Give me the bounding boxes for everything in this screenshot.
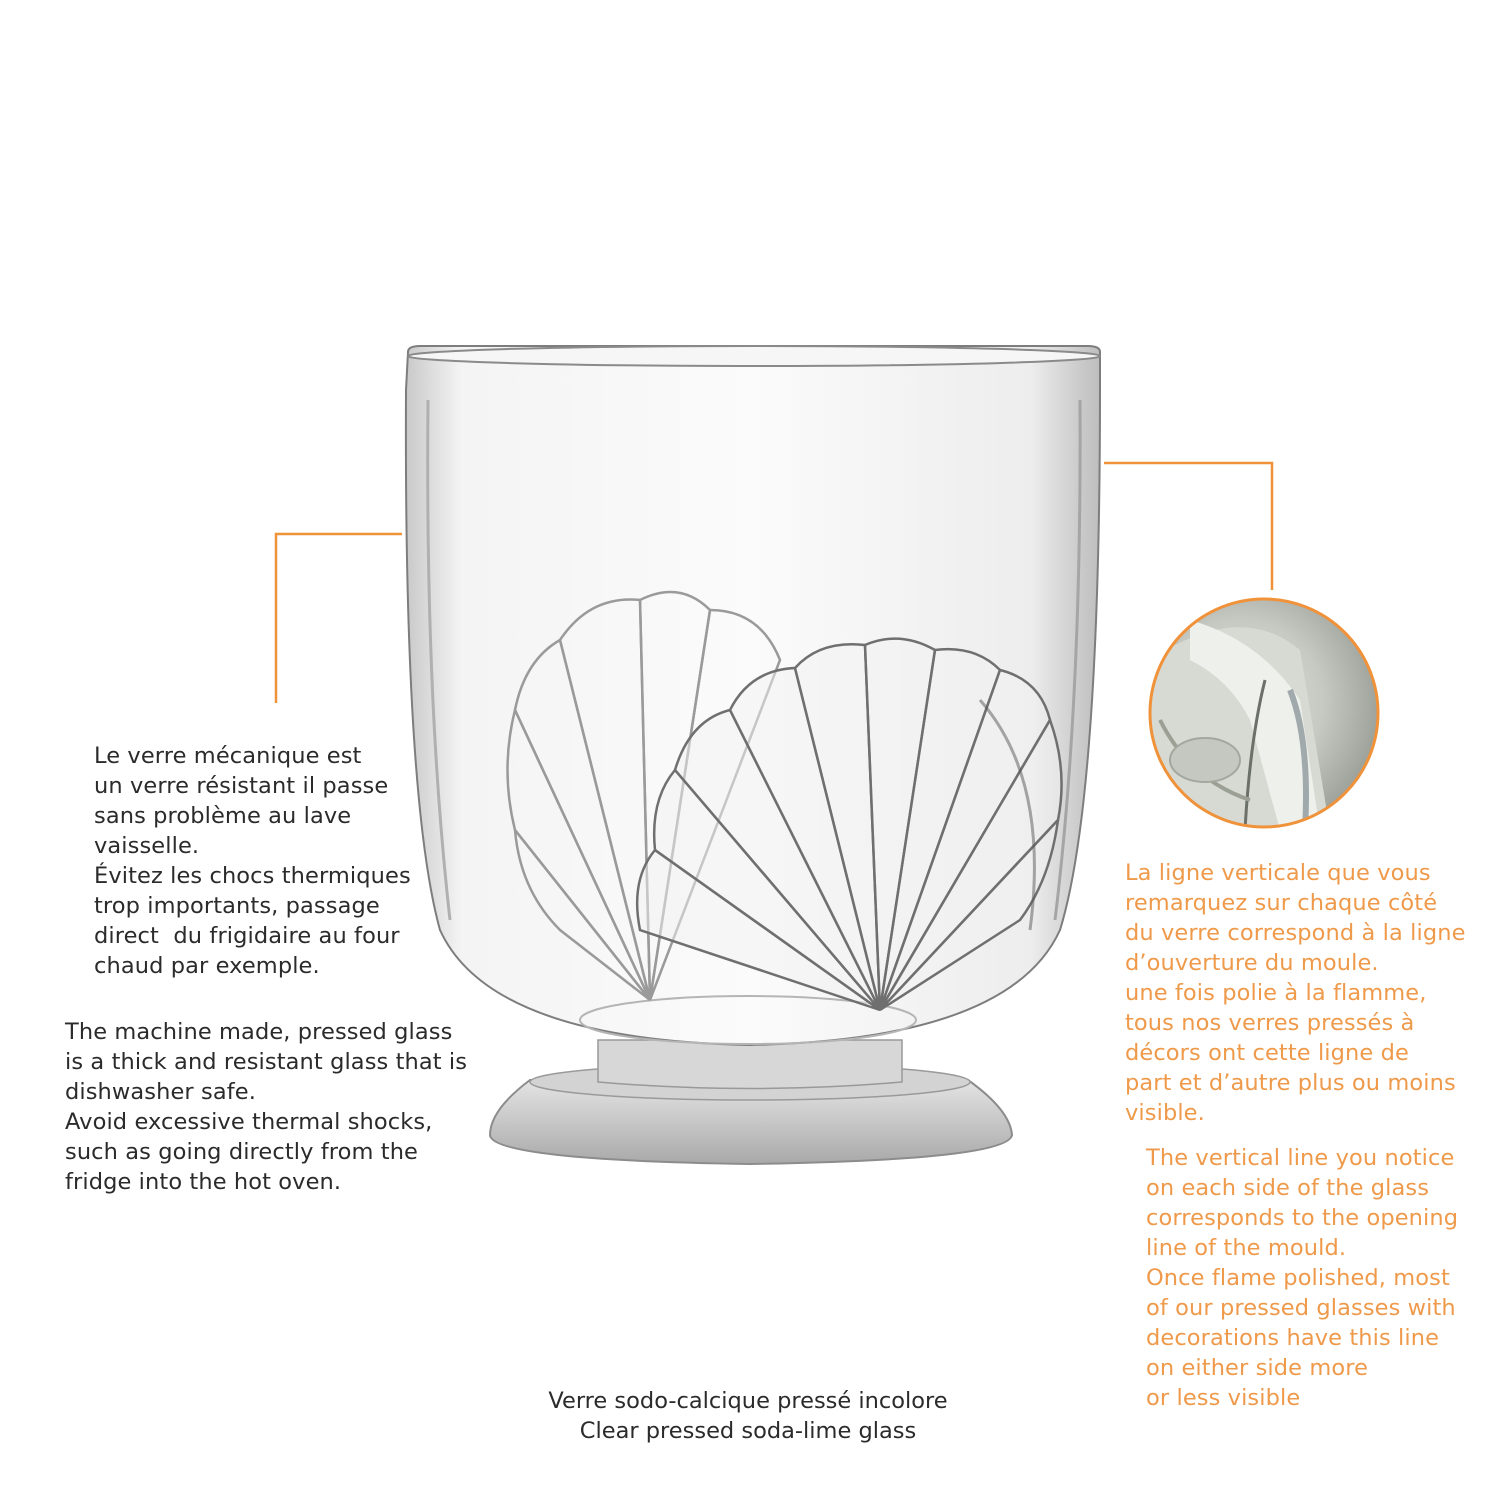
left-note-french: Le verre mécanique est un verre résistant il passe sans problème au lave vaisselle. Évitez les chocs thermiques trop importants, passage direct du frigidaire au four chaud par exemple. [94,743,411,979]
callout-line-right [1104,463,1272,590]
right-note-french: La ligne verticale que vous remarquez sur chaque côté du verre correspond à la ligne d’ouverture du moule. une fois polie à la flamme, tous nos verres pressés à décors ont cette ligne de part et d’autre plus ou moins visible. [1125,860,1466,1126]
detail-zoom-image [1150,599,1378,830]
glass-tumbler-image [406,346,1100,1164]
callout-line-left [276,534,402,703]
left-note-english: The machine made, pressed glass is a thick and resistant glass that is dishwasher safe. Avoid excessive thermal shocks, such as going directly from the fridge into the hot oven. [65,1019,468,1195]
caption-english: Clear pressed soda-lime glass [579,1418,917,1444]
right-note-english: The vertical line you notice on each side of the glass corresponds to the opening line of the mould. Once flame polished, most of our pressed glasses with decorations have this line on either side more or less visible [1146,1145,1459,1411]
caption-french: Verre sodo-calcique pressé incolore [548,1388,948,1414]
